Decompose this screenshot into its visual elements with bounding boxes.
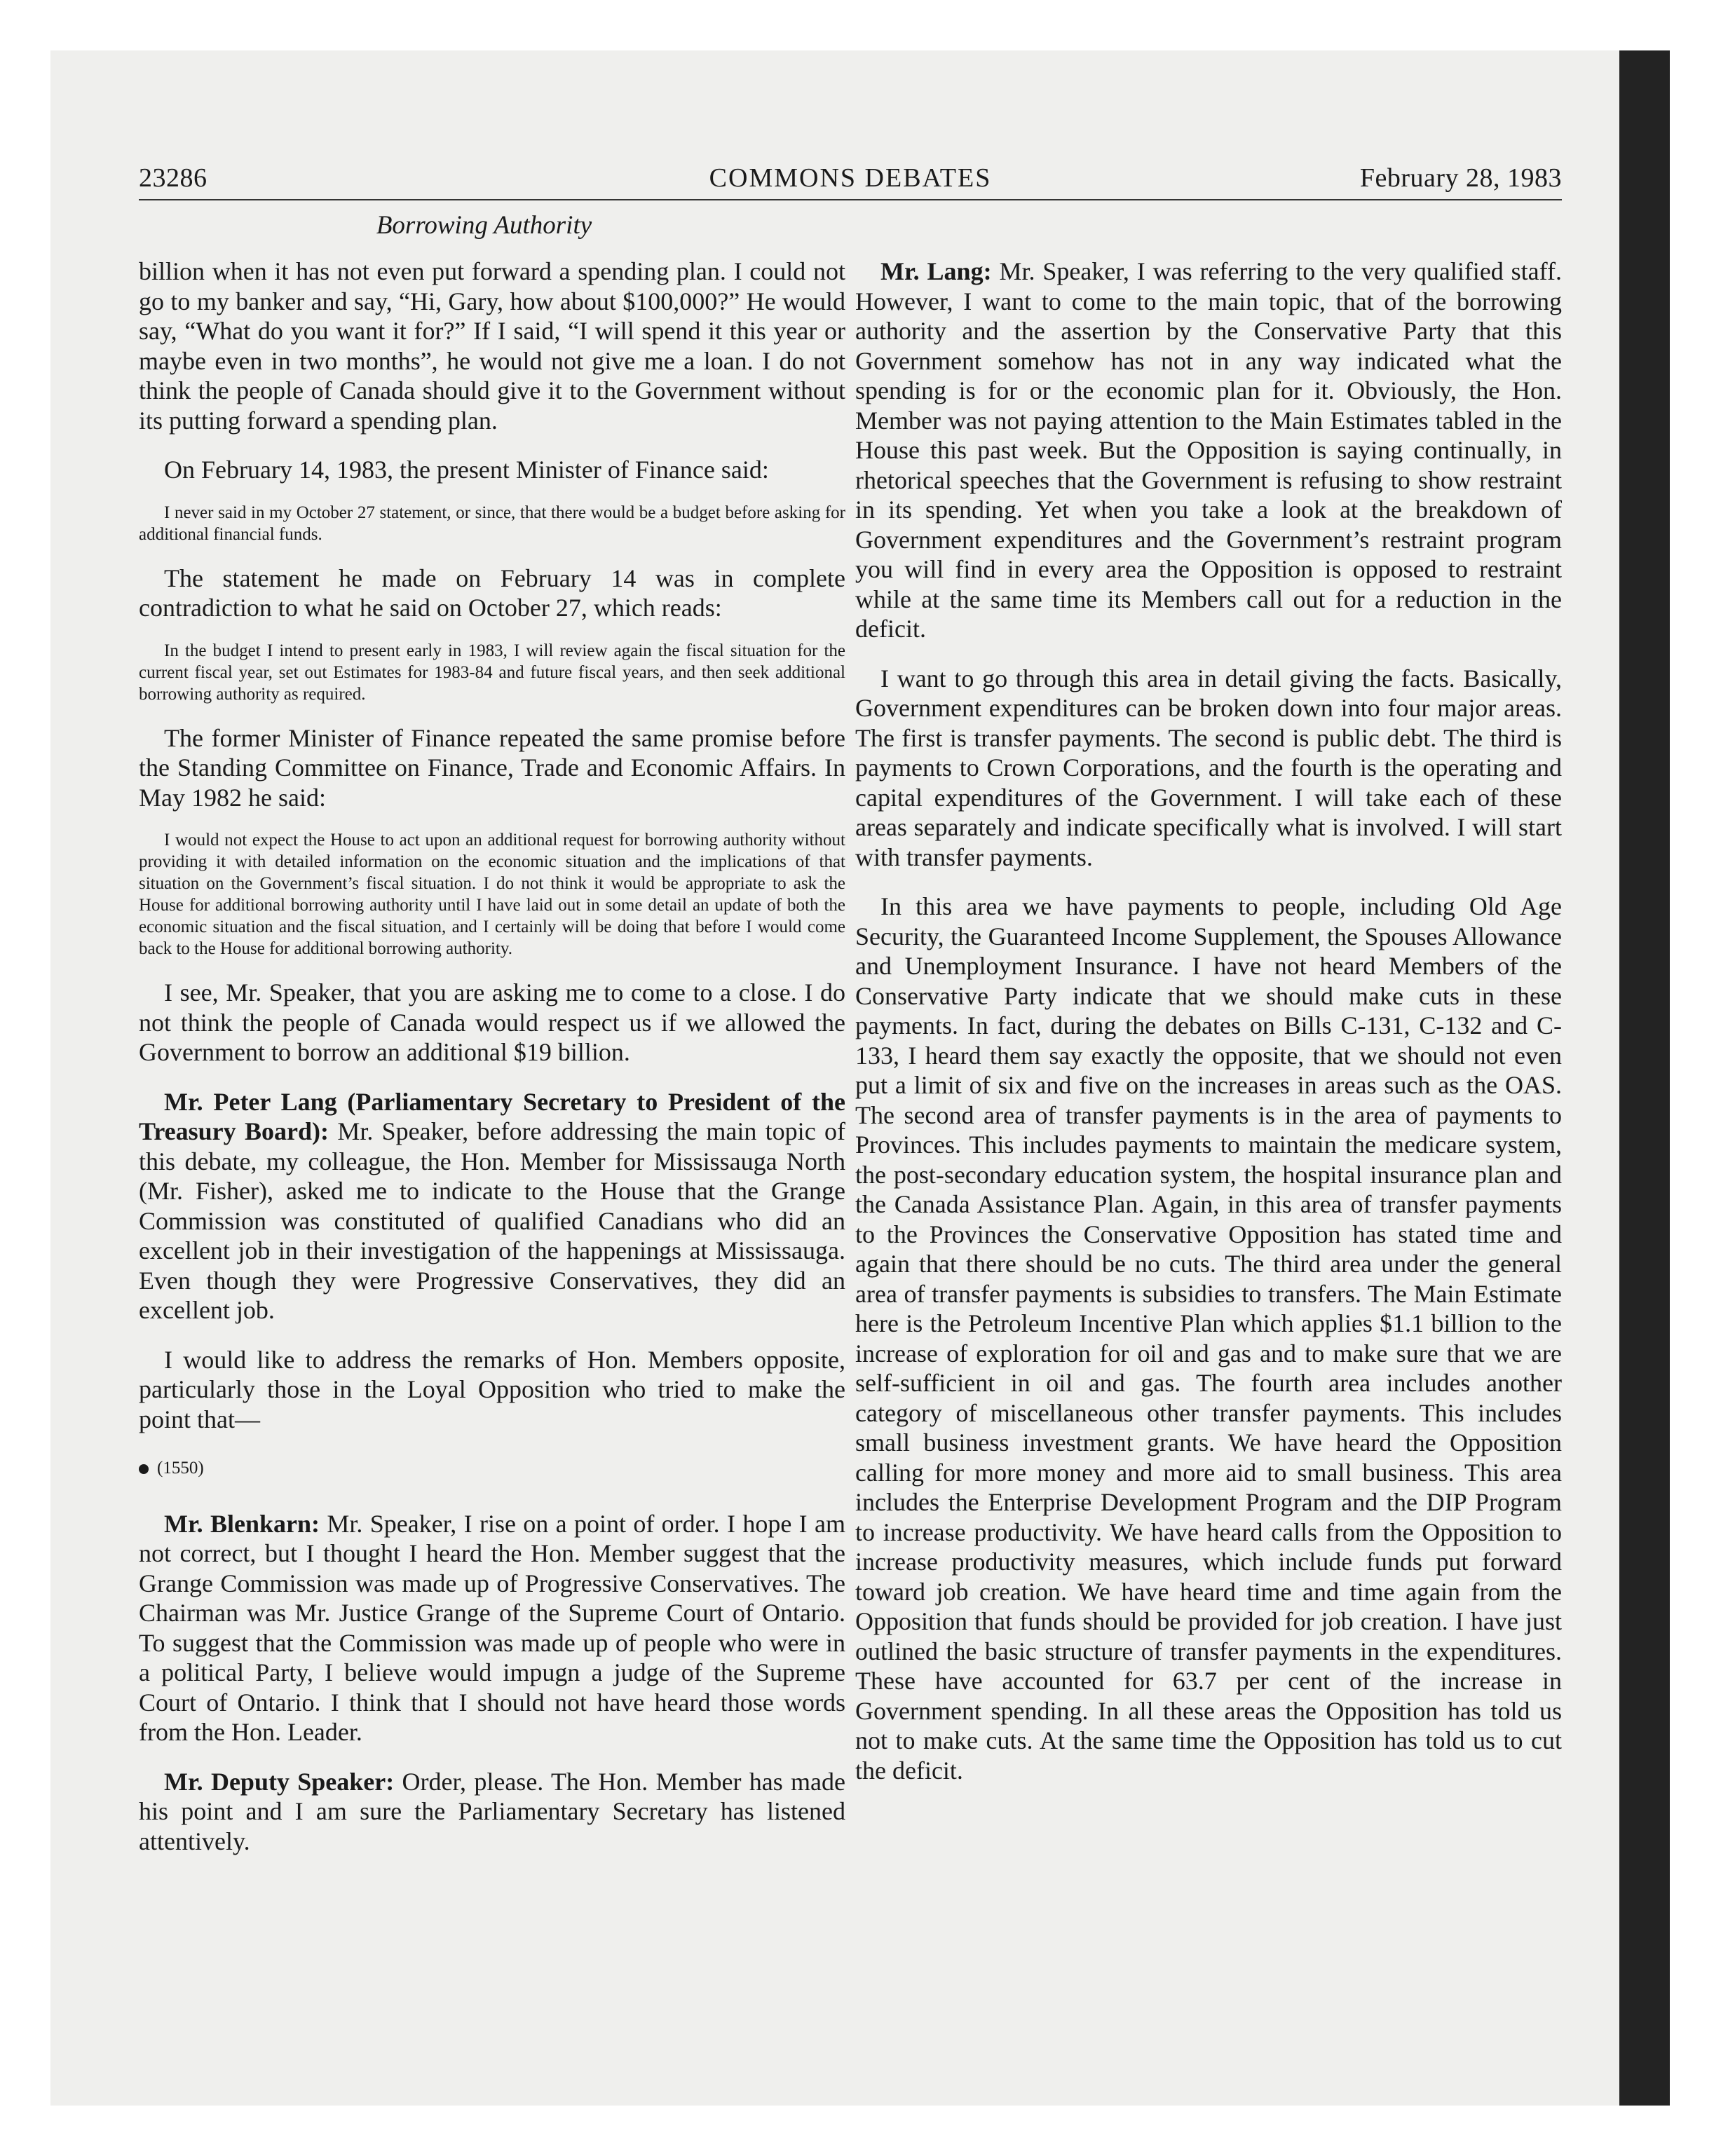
speech-text: Order, please. The Hon. Member has made his point and I am sure the Parliamentary Secretary has listened attentively.: [139, 1767, 845, 1855]
block-quote: I would not expect the House to act upon an additional request for borrowing authority without providing it with detailed information on the economic situation and the implications of that situation on the Government’s fiscal situation. I do not think it would be appropriate to ask the House for additional borrowing authority until I have laid out in some detail an update of both the economic situation and the fiscal situation, and I certainly will be doing that before I would come back to the House for additional borrowing authority.: [139, 831, 845, 958]
scan-binding-edge: [1619, 50, 1670, 2106]
paragraph: In this area we have payments to people, including Old Age Security, the Guaranteed Income Supplement, the Spouses Allowance and Unemployment Insurance. I have not heard Members of the Conservative Party indicate that we should make cuts in these payments. In fact, during the debates on Bills C-131, C-132 and C-133, I heard them say exactly the opposite, that we should not even put a limit of six and five on the increases in areas such as the OAS. The second area of transfer payments is in the area of payments to Provinces. This includes payments to maintain the medicare system, the post-secondary education system, the hospital insurance plan and the Canada Assistance Plan. Again, in this area of transfer payments to the Provinces the Conservative Opposition has stated time and again that there should be no cuts. The third area under the general area of transfer payments is subsidies to transfers. The Main Estimate here is the Petroleum Incentive Plan which applies $1.1 billion to the increase of exploration for oil and gas and to make sure that we are self-sufficient in oil and gas. The fourth area includes another category of miscellaneous other transfer payments. This includes small business investment grants. We have heard the Opposition calling for more money and more aid to small business. This area includes the Enterprise Development Program and the DIP Program to increase productivity. We have heard calls from the Opposition to increase productivity measures, which include funds put forward toward job creation. We have heard time and time again from the Opposition that funds should be provided for job creation. I have just outlined the basic structure of transfer payments in the expenditures. These have accounted for 63.7 per cent of the increase in Government spending. In all these areas the Opposition has told us not to make cuts. At the same time the Opposition has told us to cut the deficit.: [855, 892, 1562, 1785]
speech-text: Mr. Speaker, before addressing the main topic of this debate, my colleague, the Hon. Member for Mississauga North (Mr. Fisher), asked me to indicate to the House that the Grange Commission was constituted of qualified Canadians who did an excellent job in their investigation of the happenings at Mississauga. Even though they were Progressive Conservatives, they did an excellent job.: [139, 1117, 845, 1324]
speaker-name: Mr. Blenkarn:: [164, 1509, 320, 1538]
speaker-name: Mr. Deputy Speaker:: [164, 1767, 395, 1796]
time-marker: [139, 1454, 845, 1484]
speaker-name: Mr. Lang:: [880, 257, 992, 285]
paragraph: I want to go through this area in detail giving the facts. Basically, Government expenditures can be broken down into four major areas. The first is transfer payments. The second is public debt. The third is payments to Crown Corporations, and the fourth is the operating and capital expenditures of the Government. I will take each of these areas separately and indicate specifically what is involved. I will start with transfer payments.: [855, 664, 1562, 871]
paragraph: On February 14, 1983, the present Minister of Finance said:: [164, 456, 769, 484]
section-title: Borrowing Authority: [376, 211, 592, 240]
bullet-icon: [139, 1464, 149, 1474]
page-header: [139, 163, 1562, 202]
paragraph: billion when it has not even put forward a spending plan. I could not go to my banker and say, “Hi, Gary, how about $100,000?” He would say, “What do you want it for?” If I said, “I will spend it this year or maybe even in two months”, he would not give me a loan. I do not think the people of Canada should give it to the Government without its putting forward a spending plan.: [139, 257, 845, 435]
paragraph: The statement he made on February 14 was in complete contradiction to what he said on October 27, which reads:: [139, 564, 845, 622]
speaker-name: Mr. Peter Lang (Parliamentary Secretary to President of the Treasury Board):: [139, 1087, 845, 1145]
paragraph: I would like to address the remarks of Hon. Members opposite, particularly those in the Loyal Opposition who tried to make the point that—: [139, 1345, 845, 1433]
paragraph: I see, Mr. Speaker, that you are asking me to come to a close. I do not think the people of Canada would respect us if we allowed the Government to borrow an additional $19 billion.: [139, 978, 845, 1066]
header-rule: [139, 199, 1562, 200]
speech-paragraph: [855, 257, 1562, 644]
right-column: [855, 257, 1562, 1805]
publication-date: February 28, 1983: [1359, 163, 1562, 193]
speech-text: Mr. Speaker, I was referring to the very qualified staff. However, I want to come to the main topic, that of the borrowing authority and the assertion by the Conservative Party that this Government somehow has not in any way indicated what the spending is for or the economic plan for it. Obviously, the Hon. Member was not paying attention to the Main Estimates tabled in the House this past week. But the Opposition is saying continually, in rhetorical speeches that the Government is refusing to show restraint in its spending. Yet when you take a look at the breakdown of Government expenditures and the Government’s restraint program you will find in every area the Opposition is opposed to restraint while at the same time its Members call out for a reduction in the deficit.: [855, 257, 1562, 643]
paragraph: The former Minister of Finance repeated the same promise before the Standing Committee on Finance, Trade and Economic Affairs. In May 1982 he said:: [139, 723, 845, 812]
page-number: 23286: [139, 163, 207, 193]
speech-paragraph: [139, 1087, 845, 1325]
block-quote: I never said in my October 27 statement, or since, that there would be a budget before asking for additional financial funds.: [139, 503, 845, 544]
speech-text: Mr. Speaker, I rise on a point of order. I hope I am not correct, but I thought I heard the Hon. Member suggest that the Grange Commission was made up of Progressive Conservatives. The Chairman was Mr. Justice Grange of the Supreme Court of Ontario. To suggest that the Commission was made up of people who were in a political Party, I believe would impugn a judge of the Supreme Court of Ontario. I think that I should not have heard those words from the Hon. Leader.: [139, 1509, 845, 1746]
speech-paragraph: [139, 1509, 845, 1747]
speech-paragraph: [139, 1767, 845, 1857]
publication-title: COMMONS DEBATES: [709, 163, 992, 193]
left-column: [139, 257, 845, 1876]
block-quote: In the budget I intend to present early in 1983, I will review again the fiscal situation for the current fiscal year, set out Estimates for 1983-84 and future fiscal years, and then seek additional borrowing authority as required.: [139, 641, 845, 704]
time-marker-label: (1550): [157, 1459, 204, 1478]
